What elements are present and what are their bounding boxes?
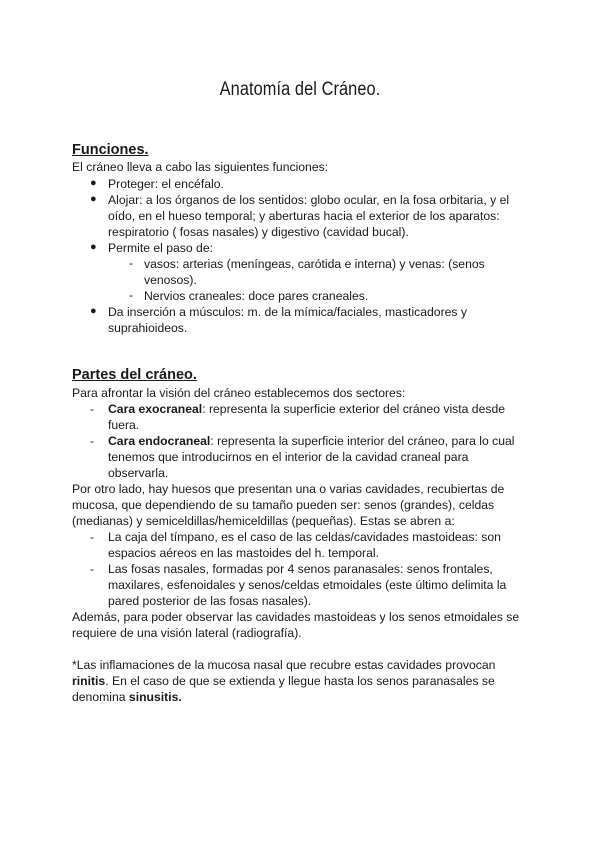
- dash-icon: -: [129, 288, 133, 302]
- bullet-icon: ●: [90, 193, 97, 205]
- paragraph-line: requiere de una visión lateral (radiografía).: [72, 626, 302, 640]
- note-text: . En el caso de que se extienda y llegue hasta los senos paranasales se: [105, 674, 495, 688]
- page-title: Anatomía del Cráneo.: [219, 79, 381, 100]
- list-item-cont: tenemos que introducirnos en el interior de la cavidad craneal para: [108, 450, 469, 464]
- list-item-cont: observarla.: [108, 466, 169, 480]
- sub-list-item: Nervios craneales: doce pares craneales.: [144, 289, 369, 303]
- term-description: : representa la superficie exterior del cráneo vista desde: [202, 402, 506, 416]
- list-item-cont: pared posterior de las fosas nasales).: [108, 594, 312, 608]
- sub-list-item-cont: venosos).: [144, 273, 197, 287]
- term-endocraneal: Cara endocraneal: [108, 434, 211, 448]
- note-line: *Las inflamaciones de la mucosa nasal que recubre estas cavidades provocan: [72, 658, 496, 672]
- list-item: La caja del tímpano, es el caso de las celdas/cavidades mastoideas: son: [108, 530, 501, 544]
- bullet-icon: ●: [90, 241, 97, 253]
- dash-icon: -: [90, 562, 94, 576]
- term-rinitis: rinitis: [72, 674, 106, 688]
- list-item-cont: espacios aéreos en las mastoides del h. temporal.: [108, 546, 379, 560]
- funciones-intro: El cráneo lleva a cabo las siguientes funciones:: [72, 160, 329, 174]
- list-item: [108, 401, 505, 417]
- sub-list-item: vasos: arterias (meníngeas, carótida e interna) y venas: (senos: [144, 257, 485, 271]
- list-item-cont: maxilares, esfenoidales y senos/celdas etmoidales (este último delimita la: [108, 578, 507, 592]
- bullet-icon: ●: [90, 177, 97, 189]
- list-item: Alojar: a los órganos de los sentidos: globo ocular, en la fosa orbitaria, y el: [108, 193, 510, 207]
- list-item-cont: respiratorio ( fosas nasales) y digestivo (cavidad bucal).: [108, 225, 409, 239]
- paragraph-line: Además, para poder observar las cavidades mastoideas y los senos etmoidales se: [72, 610, 520, 624]
- list-item: Permite el paso de:: [108, 241, 214, 255]
- list-item: [108, 433, 514, 449]
- paragraph-line: mucosa, que dependiendo de su tamaño pueden ser: senos (grandes), celdas: [72, 498, 495, 512]
- note-text: denomina: [72, 690, 129, 704]
- term-sinusitis: sinusitis.: [128, 690, 182, 704]
- dash-icon: -: [90, 402, 94, 416]
- note-line: [72, 673, 495, 689]
- dash-icon: -: [90, 434, 94, 448]
- list-item-cont: oído, en el hueso temporal; y aberturas hacia el exterior de los aparatos:: [108, 209, 500, 223]
- dash-icon: -: [90, 530, 94, 544]
- list-item: Las fosas nasales, formadas por 4 senos paranasales: senos frontales,: [108, 562, 493, 576]
- list-item: Proteger: el encéfalo.: [108, 177, 224, 191]
- section-heading-partes: Partes del cráneo.: [72, 367, 197, 383]
- paragraph-line: (medianas) y semiceldillas/hemiceldillas (pequeñas). Estas se abren a:: [72, 514, 455, 528]
- dash-icon: -: [129, 256, 133, 270]
- paragraph-line: Por otro lado, hay huesos que presentan una o varias cavidades, recubiertas de: [72, 482, 505, 496]
- note-line: [72, 689, 182, 705]
- list-item-cont: suprahioideos.: [108, 321, 188, 335]
- bullet-icon: ●: [90, 305, 97, 317]
- term-exocraneal: Cara exocraneal: [108, 402, 203, 416]
- section-heading-funciones: Funciones.: [72, 142, 149, 158]
- list-item: Da inserción a músculos: m. de la mímica/faciales, masticadores y: [108, 305, 467, 319]
- term-description: : representa la superficie interior del cráneo, para lo cual: [210, 434, 515, 448]
- partes-intro: Para afrontar la visión del cráneo establecemos dos sectores:: [72, 386, 406, 400]
- list-item-cont: fuera.: [108, 418, 140, 432]
